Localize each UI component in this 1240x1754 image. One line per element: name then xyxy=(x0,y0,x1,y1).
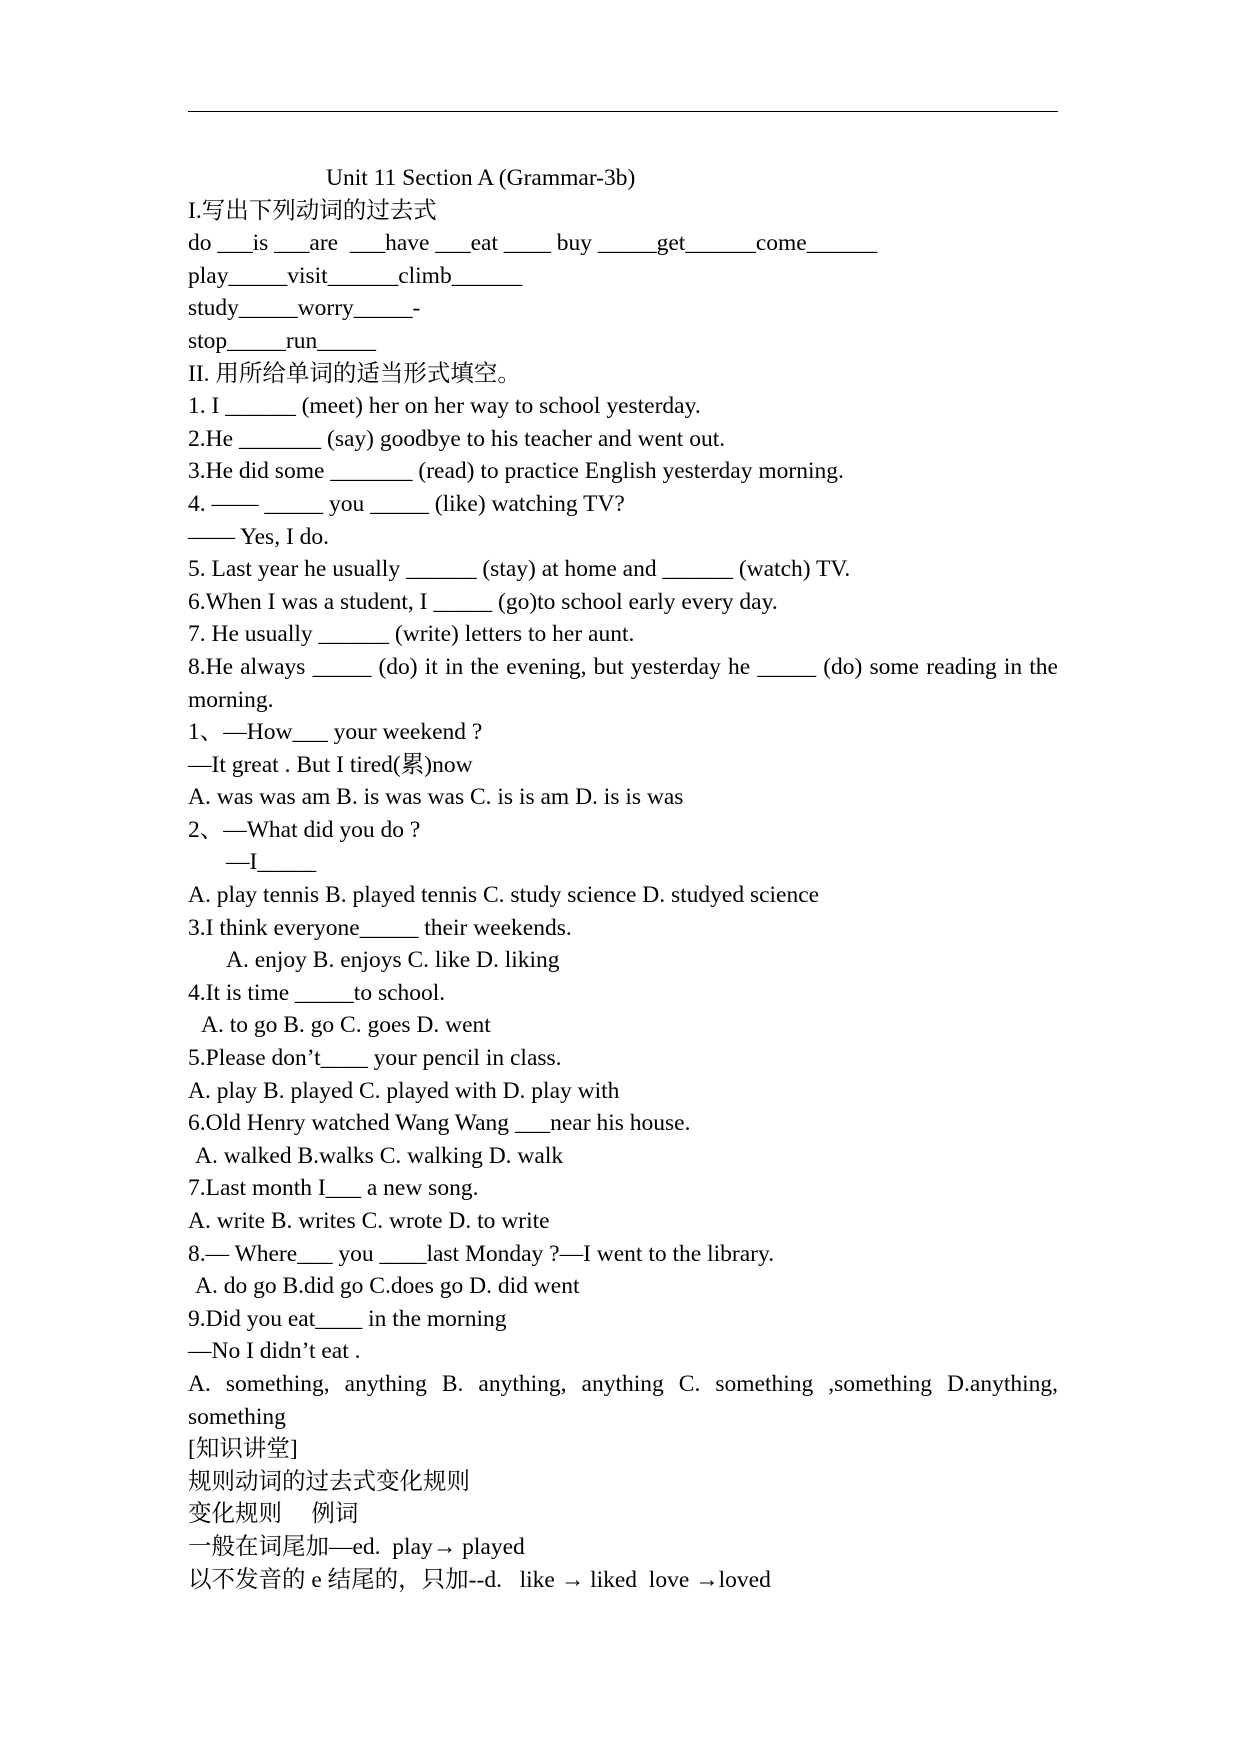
mc-line: 3.I think everyone_____ their weekends. xyxy=(188,914,572,941)
rule-line: 以不发音的 e 结尾的，只加--d. like → liked love →loved xyxy=(188,1566,771,1593)
fill-item: 6.When I was a student, I _____ (go)to school early every day. xyxy=(188,588,778,615)
mc-line: 1、—How___ your weekend ? xyxy=(188,719,483,746)
mc-line: —It great . But I tired(累)now xyxy=(188,751,473,778)
mc-line: 9.Did you eat____ in the morning xyxy=(188,1305,507,1332)
fill-item: 3.He did some _______ (read) to practice English yesterday morning. xyxy=(188,458,844,485)
mc-line: —No I didn’t eat . xyxy=(188,1338,361,1365)
section1-heading: I.写出下列动词的过去式 xyxy=(188,197,437,224)
header-rule xyxy=(188,111,1058,112)
mc-options: A. do go B.did go C.does go D. did went xyxy=(195,1273,580,1300)
fill-item: 7. He usually ______ (write) letters to her aunt. xyxy=(188,621,635,648)
rule-line: 一般在词尾加—ed. play→ played xyxy=(188,1533,525,1560)
fill-item: 5. Last year he usually ______ (stay) at home and ______ (watch) TV. xyxy=(188,556,851,583)
knowledge-heading: [知识讲堂] xyxy=(188,1436,298,1463)
verb-line: play_____visit______climb______ xyxy=(188,262,523,289)
mc-line: 6.Old Henry watched Wang Wang ___near his house. xyxy=(188,1110,691,1137)
fill-item: 2.He _______ (say) goodbye to his teacher and went out. xyxy=(188,425,726,452)
mc-options: A. walked B.walks C. walking D. walk xyxy=(195,1142,564,1169)
verb-line: do ___is ___are ___have ___eat ____ buy _____get______come______ xyxy=(188,230,878,257)
page-title: Unit 11 Section A (Grammar-3b) xyxy=(326,165,636,191)
mc-line: 5.Please don’t____ your pencil in class. xyxy=(188,1045,562,1072)
verb-line: study_____worry_____- xyxy=(188,295,421,322)
mc-line: 8.— Where___ you ____last Monday ?—I went to the library. xyxy=(188,1240,775,1267)
mc-options: A. was was am B. is was was C. is is am D. is is was xyxy=(188,784,684,811)
worksheet-body xyxy=(188,162,1058,1596)
fill-item: —— Yes, I do. xyxy=(188,523,330,550)
fill-item: 1. I ______ (meet) her on her way to school yesterday. xyxy=(188,393,701,420)
mc-line: 7.Last month I___ a new song. xyxy=(188,1175,479,1202)
rule-table-header: 变化规则 例词 xyxy=(188,1501,359,1528)
mc-line: —I_____ xyxy=(226,849,317,876)
mc-line: 4.It is time _____to school. xyxy=(188,979,446,1006)
mc-options: A. write B. writes C. wrote D. to write xyxy=(188,1208,550,1234)
fill-item: 8.He always _____ (do) it in the evening, but yesterday he _____ (do) some reading in the morning. xyxy=(188,653,1058,713)
mc-line: 2、—What did you do ? xyxy=(188,816,421,843)
mc-options: A. to go B. go C. goes D. went xyxy=(201,1012,491,1039)
mc-options: A. something, anything B. anything, anything C. something ,something D.anything, something xyxy=(188,1370,1058,1430)
section2-heading: II. 用所给单词的适当形式填空。 xyxy=(188,360,521,387)
mc-options: A. play tennis B. played tennis C. study science D. studyed science xyxy=(188,882,820,909)
mc-options: A. enjoy B. enjoys C. like D. liking xyxy=(226,947,560,974)
knowledge-subheading: 规则动词的过去式变化规则 xyxy=(188,1468,470,1495)
verb-line: stop_____run_____ xyxy=(188,327,376,354)
mc-options: A. play B. played C. played with D. play with xyxy=(188,1077,620,1104)
fill-item: 4. —— _____ you _____ (like) watching TV? xyxy=(188,490,625,517)
